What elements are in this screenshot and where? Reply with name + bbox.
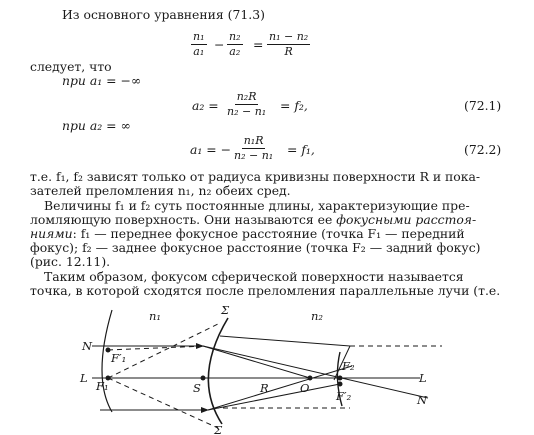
point-F2p — [338, 382, 343, 387]
point-S — [201, 376, 206, 381]
para2-line5: (рис. 12.11). — [30, 254, 111, 269]
label-F2: F₂ — [342, 359, 355, 373]
label-n2: n₂ — [311, 309, 324, 323]
eq722-rhs: = f₁, — [287, 142, 315, 157]
label-sigma-bottom: Σ — [214, 423, 223, 435]
label-F1p: F′₁ — [111, 351, 127, 365]
term-focal-lengths-end: ниями — [30, 226, 73, 241]
label-n1: n₁ — [149, 309, 162, 323]
fraction-n1R: $\frac{\text{n₁R}}{\text{n₂ − n₁}}$ — [234, 134, 274, 162]
label-O: O — [300, 381, 310, 395]
dashed-f1-lower — [108, 378, 218, 428]
fraction-n1-n2-R: $\frac{\text{n₁ − n₂}}{R}$ — [269, 30, 309, 58]
intro-line: Из основного уравнения (71.3) — [62, 7, 265, 22]
para3-line1: Таким образом, фокусом сферической поверхности называется — [44, 269, 464, 284]
para2-line2 — [30, 213, 476, 227]
para1-line2: зателей преломления n₁, n₂ обеих сред. — [30, 183, 291, 198]
fraction-n1-a1: $\frac{\text{n₁}}{\text{a₁}}$ — [193, 30, 205, 58]
label-S: S — [193, 381, 201, 395]
equals-sign: = — [253, 37, 264, 52]
point-F2 — [338, 376, 343, 381]
fraction-n2-a2: $\frac{\text{n₂}}{\text{a₂}}$ — [229, 30, 241, 58]
eq-tag-72-1: (72.1) — [464, 98, 502, 113]
ray-right-mid — [220, 336, 350, 346]
label-R: R — [260, 381, 269, 395]
para2-line4: фокус); f₂ — заднее фокусное расстояние (точка F₂ — задний фокус) — [30, 240, 481, 255]
point-F1p — [106, 348, 111, 353]
refraction-figure — [0, 300, 534, 435]
ray-to-F2p — [208, 384, 340, 410]
para3-line2: точка, в которой сходятся после преломления параллельные лучи (т.е. — [30, 283, 501, 298]
para1-line1: т.е. f₁, f₂ зависят только от радиуса кривизны поверхности R и пока- — [30, 169, 481, 184]
eq722-lhs: a₁ = − — [190, 142, 231, 157]
follows-line: следует, что — [30, 59, 112, 74]
para2-line1: Величины f₁ и f₂ суть постоянные длины, характеризующие пре- — [44, 198, 470, 213]
case-2: при a₂ = ∞ — [62, 118, 131, 133]
label-sigma-top: Σ — [221, 303, 230, 317]
label-N-left: N — [82, 339, 93, 353]
label-F2p: F′₂ — [336, 389, 352, 403]
label-L-right: L — [419, 371, 427, 385]
case-1: при a₁ = −∞ — [62, 73, 142, 88]
point-O — [308, 376, 313, 381]
ray-lower-out — [208, 366, 352, 410]
eq721-rhs: = f₂, — [280, 98, 308, 113]
para2-line3-text: : f₁ — переднее фокусное расстояние (точка F₁ — передний — [72, 226, 465, 241]
eq-tag-72-2: (72.2) — [464, 142, 502, 157]
dashed-left-upper — [108, 346, 206, 350]
ray-through-O — [203, 346, 310, 378]
para2-line2-text: ломляющую поверхность. Они называются ее — [30, 212, 333, 227]
term-focal-lengths: фокусными расстоя- — [336, 212, 477, 227]
para2-line3 — [30, 227, 465, 241]
label-N-right: N — [417, 393, 428, 407]
eq721-lhs: a₂ = — [192, 98, 219, 113]
ray-upper-out — [203, 346, 428, 398]
label-F1: F₁ — [96, 379, 109, 393]
label-L-left: L — [80, 371, 88, 385]
minus-sign: − — [214, 37, 225, 52]
fraction-n2R: $\frac{\text{n₂R}}{\text{n₂ − n₁}}$ — [227, 90, 267, 118]
